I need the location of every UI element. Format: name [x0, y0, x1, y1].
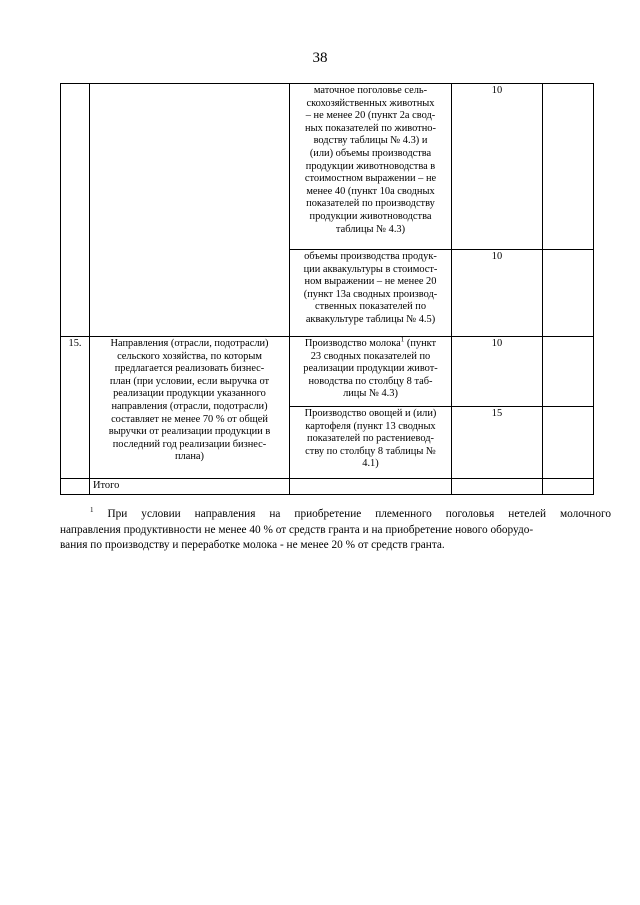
direction-line: предлагается реализовать бизнес- — [114, 363, 265, 375]
direction-line: план (при условии, если выручка от — [109, 375, 270, 387]
direction-line: реализации продукции указанного — [113, 388, 266, 400]
footnote-line: направления продуктивности не менее 40 % от средств гранта и на приобретение нового оборудо- — [60, 523, 534, 536]
condition-line: (или) объемы производства — [309, 147, 432, 159]
score-cell: 10 — [452, 250, 543, 337]
condition-line: новодства по столбцу 8 таб- — [308, 375, 433, 387]
condition-line: ственных показателей по — [314, 301, 427, 313]
condition-line: реализации продукции живот- — [303, 363, 438, 375]
score-cell — [452, 479, 543, 495]
condition-line: Производство овощей и (или) — [304, 408, 437, 419]
condition-line: (пункт 13а сводных производ- — [303, 288, 438, 300]
condition-line: стоимостном выражении – не — [304, 173, 437, 185]
score-cell: 10 — [452, 337, 543, 407]
total-label: Итого — [90, 479, 290, 495]
direction-cell — [90, 337, 290, 479]
condition-line: ству по столбцу 8 таблицы № — [305, 445, 436, 457]
footnote-marker: 1 — [400, 336, 405, 344]
condition-line: таблицы № 4.3) — [335, 223, 406, 235]
condition-line: 23 сводных показателей по — [310, 350, 431, 362]
footnote-text: При условии направления на приобретение племенного поголовья нетелей молочного — [107, 508, 611, 520]
condition-line: водству таблицы № 4.3) и — [313, 135, 428, 147]
condition-line: объемы производства продук- — [304, 251, 437, 262]
notes-cell — [543, 250, 594, 337]
row-number-cell: 15. — [61, 337, 90, 479]
condition-line: менее 40 (пункт 10а сводных — [306, 185, 435, 197]
condition-text: (пункт — [404, 338, 437, 349]
criteria-table — [60, 83, 594, 495]
table-row — [61, 337, 594, 407]
notes-cell — [543, 337, 594, 407]
condition-line: ции аквакультуры в стоимост- — [303, 263, 438, 275]
notes-cell — [543, 84, 594, 250]
score-cell: 15 — [452, 407, 543, 479]
footnote-line: вания по производству и переработке молока - не менее 20 % от средств гранта. — [60, 539, 445, 551]
table-row-total — [61, 479, 594, 495]
condition-cell — [290, 407, 452, 479]
direction-cell — [90, 84, 290, 337]
direction-line: последний год реализации бизнес- — [112, 438, 267, 450]
condition-line: аквакультуре таблицы № 4.5) — [305, 313, 436, 325]
condition-line: ных показателей по животно- — [305, 122, 436, 134]
direction-line: сельского хозяйства, по которым — [117, 350, 262, 362]
condition-line: показателей по производству — [306, 198, 435, 210]
condition-line: лицы № 4.3) — [343, 388, 398, 400]
footnote — [60, 507, 611, 554]
condition-cell — [290, 479, 452, 495]
page-number: 38 — [312, 50, 328, 66]
condition-line: 4.1) — [362, 458, 379, 470]
condition-line: маточное поголовье сель- — [313, 85, 428, 96]
condition-line: показателей по растениевод- — [307, 433, 434, 445]
condition-line: – не менее 20 (пункт 2а свод- — [305, 110, 436, 122]
condition-line: скохозяйственных животных — [306, 97, 435, 109]
table-row — [61, 84, 594, 250]
condition-line: продукции животноводства в — [305, 160, 436, 172]
direction-line: составляет не менее 70 % от общей — [111, 413, 268, 425]
score-cell: 10 — [452, 84, 543, 250]
condition-line — [293, 338, 448, 351]
condition-cell — [290, 84, 452, 250]
direction-line: плана) — [175, 451, 204, 463]
condition-cell — [290, 337, 452, 407]
condition-line: продукции животноводства — [309, 210, 432, 222]
row-number-cell — [61, 84, 90, 337]
condition-cell — [290, 250, 452, 337]
condition-line: картофеля (пункт 13 сводных — [305, 420, 436, 432]
row-number-cell — [61, 479, 90, 495]
notes-cell — [543, 479, 594, 495]
condition-line: ном выражении – не менее 20 — [304, 276, 437, 288]
condition-text: Производство молока — [304, 338, 401, 349]
notes-cell — [543, 407, 594, 479]
footnote-marker: 1 — [90, 506, 94, 515]
direction-line: выручки от реализации продукции в — [108, 426, 271, 438]
direction-line: направления (отрасли, подотрасли) — [111, 400, 268, 412]
footnote-line — [60, 507, 611, 523]
direction-line: Направления (отрасли, подотрасли) — [110, 338, 269, 349]
